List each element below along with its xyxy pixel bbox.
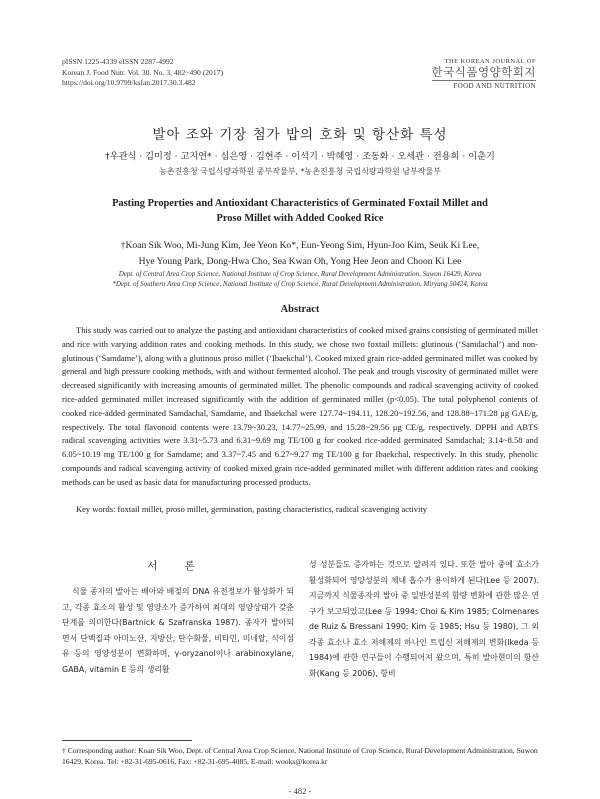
affiliation-korean: 농촌진흥청 국립식량과학원 중부작물부, *농촌진흥청 국립식량과학원 남부작물부 [158,167,441,176]
affiliation-english-line1: Dept. of Central Area Crop Science, National Institute of Crop Science, Rural Development Administration, Suwon 16429, Korea [118,270,482,278]
affiliation-english-line2: *Dept. of Southern Area Crop Science, National Institute of Crop Science, Rural Development Administration, Miryang 50424, Korea [112,280,488,288]
introduction-right-column: 성 성분들도 증가하는 것으로 알려져 있다. 또한 발아 중에 효소가 활성화되어 영양성분의 체내 흡수가 용이하게 된다(Lee 등 2007). 지금까지 식물종자의 발아 중 일반성분의 함량 변화에 관한 많은 연구가 보고되었고(Lee 등 1994; Choi & Kim 1985; Colmenares de Ruiz & Bressani 1990; Kim 등 1985; Hsu 등 1980), 그 외 각종 효소나 효소 저해제의 하나인 트립신 저해제의 변화(Ikeda 등 1984)에 관한 연구들이 수행되어져 왔으며, 특히 발아현미의 항산화(Kang 등 2006), 항비 [309,560,539,678]
title-english [0,196,600,226]
journal-name-korean: 한국식품영양학회지 [431,65,536,79]
publication-info [62,57,223,89]
title-english-line2: Proso Millet with Added Cooked Rice [216,213,384,224]
issn-line: pISSN 1225-4339 eISSN 2287-4992 [62,57,174,66]
keywords: Key words: foxtail millet, proso millet, germination, pasting characteristics, radical scavenging activity [76,504,427,514]
affiliation-english [0,269,600,289]
section-heading-introduction: 서 론 [147,560,207,572]
abstract-text: This study was carried out to analyze the pasting and antioxidant characteristics of cooked mixed grains consisting of germinated millet and rice with varying addition rates and cooking methods. In this study, we chose two foxtail millets: glutinous (‘Samdachal’) and non-glutinous (‘Samdame’), along with a glutinous proso millet (‘Ibaekchal’). Cooked mixed grain rice-added germinated millet was cooked by general and high pressure cooking methods, with and without fermented alcohol. The peak and trough viscosity of germinated millet were decreased significantly with increasing amounts of germinated millet. The phenolic compounds and radical scavenging activity of cooked rice-added germinated millet increased significantly with the addition of germinated millet (p<0.05). The total polyphenol contents of cooked rice-added germinated Samdachal, Samdame, and Ibaekchal were 127.74~194.11, 128.20~192.56, and 128.88~171.28 μg GAE/g, respectively. The total flavonoid contents were 13.79~30.23, 14.77~25.99, and 15.28~29.56 μg CE/g, respectively. DPPH and ABTS radical scavenging activities were 3.31~5.73 and 6.31~9.69 mg TE/100 g for cooked rice-added germinated Samdachal; 3.14~8.58 and 6.05~10.19 mg TE/100 g for Samdame; and 3.37~7.45 and 6.27~9.27 mg TE/100 g for Ibaekchal, respectively. In this study, phenolic compounds and radical scavenging activity of cooked mixed grain rice-added germinated millet with different addition rates and cooking methods can be used as basic data for manufacturing processed products. [62,325,538,487]
abstract-heading: Abstract [280,304,320,315]
title-korean: 발아 조와 기장 첨가 밥의 호화 및 항산화 특성 [152,127,448,143]
doi-link[interactable]: https://doi.org/10.9799/ksfan.2017.30.3.482 [62,78,196,88]
journal-logo [432,58,536,91]
journal-name-line1: THE KOREAN JOURNAL OF [444,58,536,65]
corresponding-author-footnote: † Corresponding author: Koan Sik Woo, Dept. of Central Area Crop Science, National Institute of Crop Science, Rural Development Administration, Suwon 16429, Korea. Tel: +82-31-695-0616, Fax: +82-31-695-4085, E-mail: wooks@korea.kr [62,746,538,766]
authors-english-line2: Hye Young Park, Dong-Hwa Cho, Sea Kwan Oh, Yong Hee Jeon and Choon Ki Lee [138,255,462,267]
citation-line: Korean J. Food Nutr. Vol. 30. No. 3, 482~490 (2017) [62,67,223,77]
title-english-line1: Pasting Properties and Antioxidant Characteristics of Germinated Foxtail Millet and [112,198,488,209]
authors-korean: †우관식 · 김미정 · 고지연* · 심은영 · 김현주 · 이석기 · 박혜영 · 조동화 · 오세관 · 전용희 · 이춘기 [105,151,495,162]
authors-english [0,238,600,269]
journal-name-line3: FOOD AND NUTRITION [432,80,536,91]
footnote-divider [62,740,192,741]
introduction-left-column: 식물 종자의 발아는 배아와 배젖의 DNA 유전정보가 활성화가 되고, 각종 효소의 활성 및 영양소가 증가하여 최대의 영양상태가 갖춘 단계를 의미한다(Bartnick & Szafranska 1987). 종자가 발아되면서 단백질과 아미노산, 지방산, 탄수화물, 비타민, 미네랄, 식이섬유 등의 영양성분이 변화하며, γ-oryzanol이나 arabinoxylane, GABA, vitamin E 등의 생리활 [62,587,294,674]
authors-english-line1: †Koan Sik Woo, Mi-Jung Kim, Jee Yeon Ko*, Eun-Yeong Sim, Hyun-Joo Kim, Seuk Ki Lee, [120,240,480,251]
page-number: - 482 - [288,786,312,796]
